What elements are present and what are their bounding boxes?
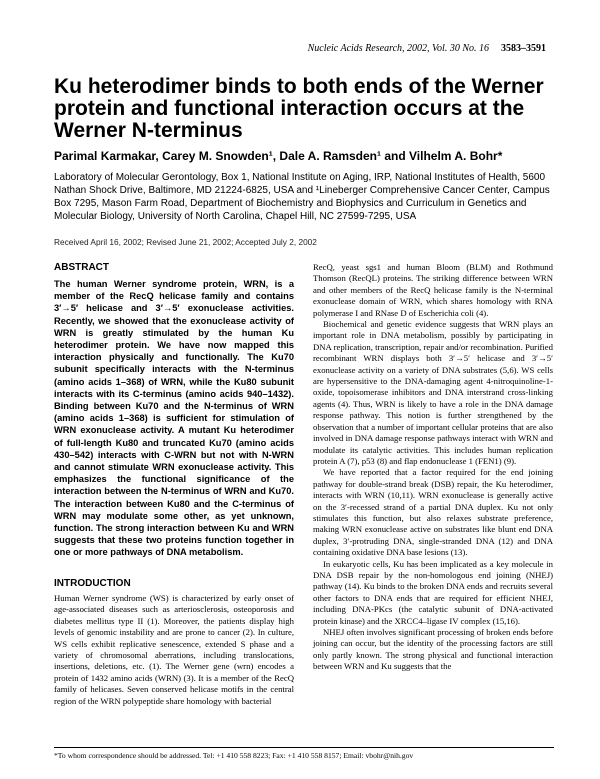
paper-title: Ku heterodimer binds to both ends of the Werner protein and functional interaction occurs at the Werner N-terminus bbox=[54, 75, 544, 142]
intro-paragraph: Human Werner syndrome (WS) is characterized by early onset of age-associated diseases such as arteriosclerosis, osteoporosis and diabetes mellitus type II (1). Moreover, the patients display high levels of genomic instability and are prone to cancer (2). In culture, WS cells exhibit replicative senescence, extended S phase and a variety of chromosomal aberrations, including translocations, insertions, deletions, etc. (1). The Werner gene (wrn) encodes a protein of 1432 amino acids (WRN) (3). It is a member of the RecQ family of helicases. Seven conserved helicase motifs in the central region of the WRN polypeptide share homology with bacterial bbox=[54, 593, 294, 706]
journal-citation: Nucleic Acids Research, 2002, Vol. 30 No. 16 bbox=[307, 43, 489, 54]
affiliation: Laboratory of Molecular Gerontology, Box 1, National Institute on Aging, IRP, National Institutes of Health, 5600 Nathan Shock Drive, Baltimore, MD 21224-6825, USA and ¹Lineberger Comprehensive Cancer Center, Campus Box 7295, Mason Farm Road, Department of Biochemistry and Biophysics and Curriculum in Genetics and Molecular Biology, University of North Carolina, Chapel Hill, NC 27599-7295, USA bbox=[54, 172, 550, 222]
paragraph-1: RecQ, yeast sgs1 and human Bloom (BLM) and Rothmund Thomson (RecQL) proteins. The striking difference between WRN and other members of the RecQ helicase family is the N-terminal exonuclease domain of WRN, which shares homology with RNA polymerase I and RNase D of Escherichia coli (4). bbox=[313, 262, 553, 318]
paragraph-4: In eukaryotic cells, Ku has been implicated as a key molecule in DNA DSB repair by the non-homologous end joining (NHEJ) pathway (14). Ku binds to the broken DNA ends and recruits several other factors to DNA ends that are required for efficient NHEJ, including DNA-PKcs (the catalytic subunit of DNA-activated protein kinase) and the XRCC4–ligase IV complex (15,16). bbox=[313, 558, 553, 626]
right-column bbox=[313, 262, 553, 673]
paragraph-3: We have reported that a factor required for the end joining pathway for double-strand break (DSB) repair, the Ku heterodimer, interacts with WRN (10,11). WRN exonuclease is generally active on the 3′-recessed strand of a partial DNA duplex. Ku not only stimulates this function, but also relaxes substrate preference, making WRN exonuclease active on substrates like blunt end DNA duplex, 3′-protruding DNA, single-stranded DNA (12) and DNA containing oxidative DNA base lesions (13). bbox=[313, 467, 553, 558]
abstract-heading: ABSTRACT bbox=[54, 262, 109, 273]
received-dates: Received April 16, 2002; Revised June 21, 2002; Accepted July 2, 2002 bbox=[54, 237, 317, 247]
running-header bbox=[0, 43, 546, 54]
footnote-rule bbox=[54, 747, 554, 748]
introduction-heading: INTRODUCTION bbox=[54, 578, 131, 589]
paragraph-5: NHEJ often involves significant processing of broken ends before joining can occur, but the identity of the processing factors are still only partly known. The strong physical and functional interaction between WRN and Ku suggests that the bbox=[313, 627, 553, 672]
author-list: Parimal Karmakar, Carey M. Snowden¹, Dale A. Ramsden¹ and Vilhelm A. Bohr* bbox=[54, 149, 503, 163]
correspondence-footnote: *To whom correspondence should be addressed. Tel: +1 410 558 8223; Fax: +1 410 558 8157; Email: vbohr@nih.gov bbox=[54, 751, 414, 760]
page-range: 3583–3591 bbox=[501, 43, 546, 54]
introduction-text bbox=[54, 593, 294, 707]
paragraph-2: Biochemical and genetic evidence suggests that WRN plays an important role in DNA metabolism, possibly by participating in DNA replication, transcription, repair and/or recombination. Purified recombinant WRN displays both 3′→5′ helicase and 3′→5′ exonuclease activity on a variety of DNA substrates (5,6). WS cells are hypersensitive to the DNA-damaging agent 4-nitroquinoline-1-oxide, topoisomerase inhibitors and DNA interstrand cross-linking agents (4). Thus, WRN is likely to have a role in the DNA damage response pathway. This notion is further strengthened by the observation that a number of important cellular proteins that are also involved in DNA damage response pathways interact with WRN and modulate its catalytic activities. This includes human replication protein A (7), p53 (8) and flap endonuclease 1 (FEN1) (9). bbox=[313, 319, 553, 466]
abstract-text: The human Werner syndrome protein, WRN, is a member of the RecQ helicase family and contains 3′→5′ helicase and 3′→5′ exonuclease activities. Recently, we showed that the exonuclease activity of WRN is greatly stimulated by the human Ku heterodimer protein. We have now mapped this interaction physically and functionally. The Ku70 subunit specifically interacts with the N-terminus (amino acids 1–368) of WRN, while the Ku80 subunit interacts with its C-terminus (amino acids 940–1432). Binding between Ku70 and the N-terminus of WRN (amino acids 1–368) is sufficient for stimulation of WRN exonuclease activity. A mutant Ku heterodimer of full-length Ku80 and truncated Ku70 (amino acids 430–542) interacts with C-WRN but not with N-WRN and cannot stimulate WRN exonuclease activity. This emphasizes the functional significance of the interaction between the N-terminus of WRN and Ku70. The interaction between Ku80 and the C-terminus of WRN may modulate some other, as yet unknown, function. The strong interaction between Ku and WRN suggests that these two proteins function together in one or more pathways of DNA metabolism. bbox=[54, 279, 294, 558]
